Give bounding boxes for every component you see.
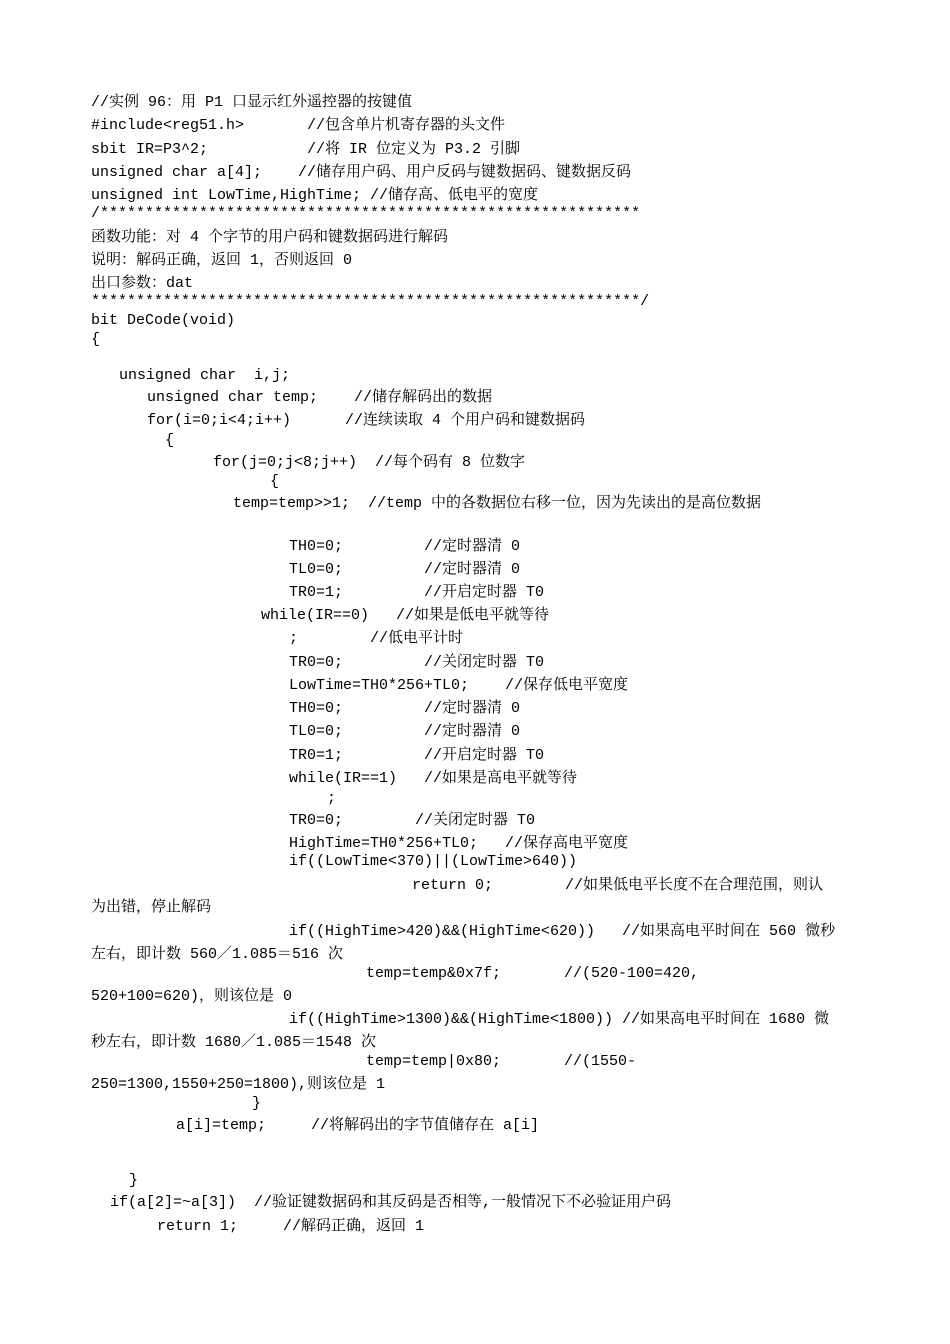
code-line: {	[165, 432, 175, 449]
code-line: while(IR==1) //如果是高电平就等待	[289, 770, 578, 787]
code-line: TR0=1; //开启定时器 T0	[289, 584, 545, 601]
code-line: unsigned char i,j;	[119, 367, 291, 384]
code-line: 250=1300,1550+250=1800),则该位是 1	[91, 1076, 386, 1093]
code-line: bit DeCode(void)	[91, 312, 236, 329]
code-line: if((LowTime<370)||(LowTime>640))	[289, 853, 578, 870]
code-line: 秒左右，即计数 1680／1.085＝1548 次	[91, 1034, 377, 1051]
code-line: TH0=0; //定时器清 0	[289, 538, 521, 555]
code-line: if((HighTime>1300)&&(HighTime<1800)) //如果高电平时间在 1680 微	[289, 1011, 830, 1028]
code-line: TL0=0; //定时器清 0	[289, 723, 521, 740]
code-line: {	[270, 473, 280, 490]
code-line: sbit IR=P3^2; //将 IR 位定义为 P3.2 引脚	[91, 141, 521, 158]
code-line: *************************************************************/	[91, 293, 650, 310]
code-line: }	[129, 1172, 139, 1189]
code-line: LowTime=TH0*256+TL0; //保存低电平宽度	[289, 677, 629, 694]
code-line: TH0=0; //定时器清 0	[289, 700, 521, 717]
code-line: }	[252, 1095, 262, 1112]
code-line: unsigned char a[4]; //储存用户码、用户反码与键数据码、键数据反码	[91, 164, 632, 181]
code-line: 520+100=620)，则该位是 0	[91, 988, 293, 1005]
code-line: a[i]=temp; //将解码出的字节值储存在 a[i]	[176, 1117, 540, 1134]
code-line: if(a[2]=~a[3]) //验证键数据码和其反码是否相等,一般情况下不必验证用户码	[110, 1194, 672, 1211]
code-line: TL0=0; //定时器清 0	[289, 561, 521, 578]
code-line: //实例 96：用 P1 口显示红外遥控器的按键值	[91, 94, 413, 111]
code-line: temp=temp|0x80; //(1550-	[366, 1053, 637, 1070]
code-line: 出口参数：dat	[91, 275, 194, 292]
code-line: HighTime=TH0*256+TL0; //保存高电平宽度	[289, 835, 629, 852]
code-line: return 1; //解码正确，返回 1	[157, 1218, 425, 1235]
code-line: 为出错，停止解码	[91, 899, 212, 916]
code-line: while(IR==0) //如果是低电平就等待	[261, 607, 550, 624]
code-line: unsigned int LowTime,HighTime; //储存高、低电平的宽度	[91, 187, 539, 204]
code-line: ;	[327, 790, 337, 807]
code-line: /************************************************************	[91, 205, 641, 222]
code-line: 说明：解码正确，返回 1，否则返回 0	[91, 252, 353, 269]
code-line: #include<reg51.h> //包含单片机寄存器的头文件	[91, 117, 506, 134]
code-line: temp=temp&0x7f; //(520-100=420,	[366, 965, 700, 982]
code-line: TR0=1; //开启定时器 T0	[289, 747, 545, 764]
code-line: if((HighTime>420)&&(HighTime<620)) //如果高电平时间在 560 微秒	[289, 923, 836, 940]
code-line: unsigned char temp; //储存解码出的数据	[147, 389, 493, 406]
code-line: TR0=0; //关闭定时器 T0	[289, 654, 545, 671]
code-line: ; //低电平计时	[289, 630, 464, 647]
code-line: TR0=0; //关闭定时器 T0	[289, 812, 536, 829]
code-line: return 0; //如果低电平长度不在合理范围，则认	[412, 877, 824, 894]
code-line: temp=temp>>1; //temp 中的各数据位右移一位，因为先读出的是高位数据	[233, 495, 762, 512]
code-line: {	[91, 331, 101, 348]
code-line: for(j=0;j<8;j++) //每个码有 8 位数字	[213, 454, 526, 471]
code-line: 函数功能：对 4 个字节的用户码和键数据码进行解码	[91, 229, 449, 246]
code-line: 左右，即计数 560／1.085＝516 次	[91, 946, 344, 963]
code-line: for(i=0;i<4;i++) //连续读取 4 个用户码和键数据码	[147, 412, 586, 429]
